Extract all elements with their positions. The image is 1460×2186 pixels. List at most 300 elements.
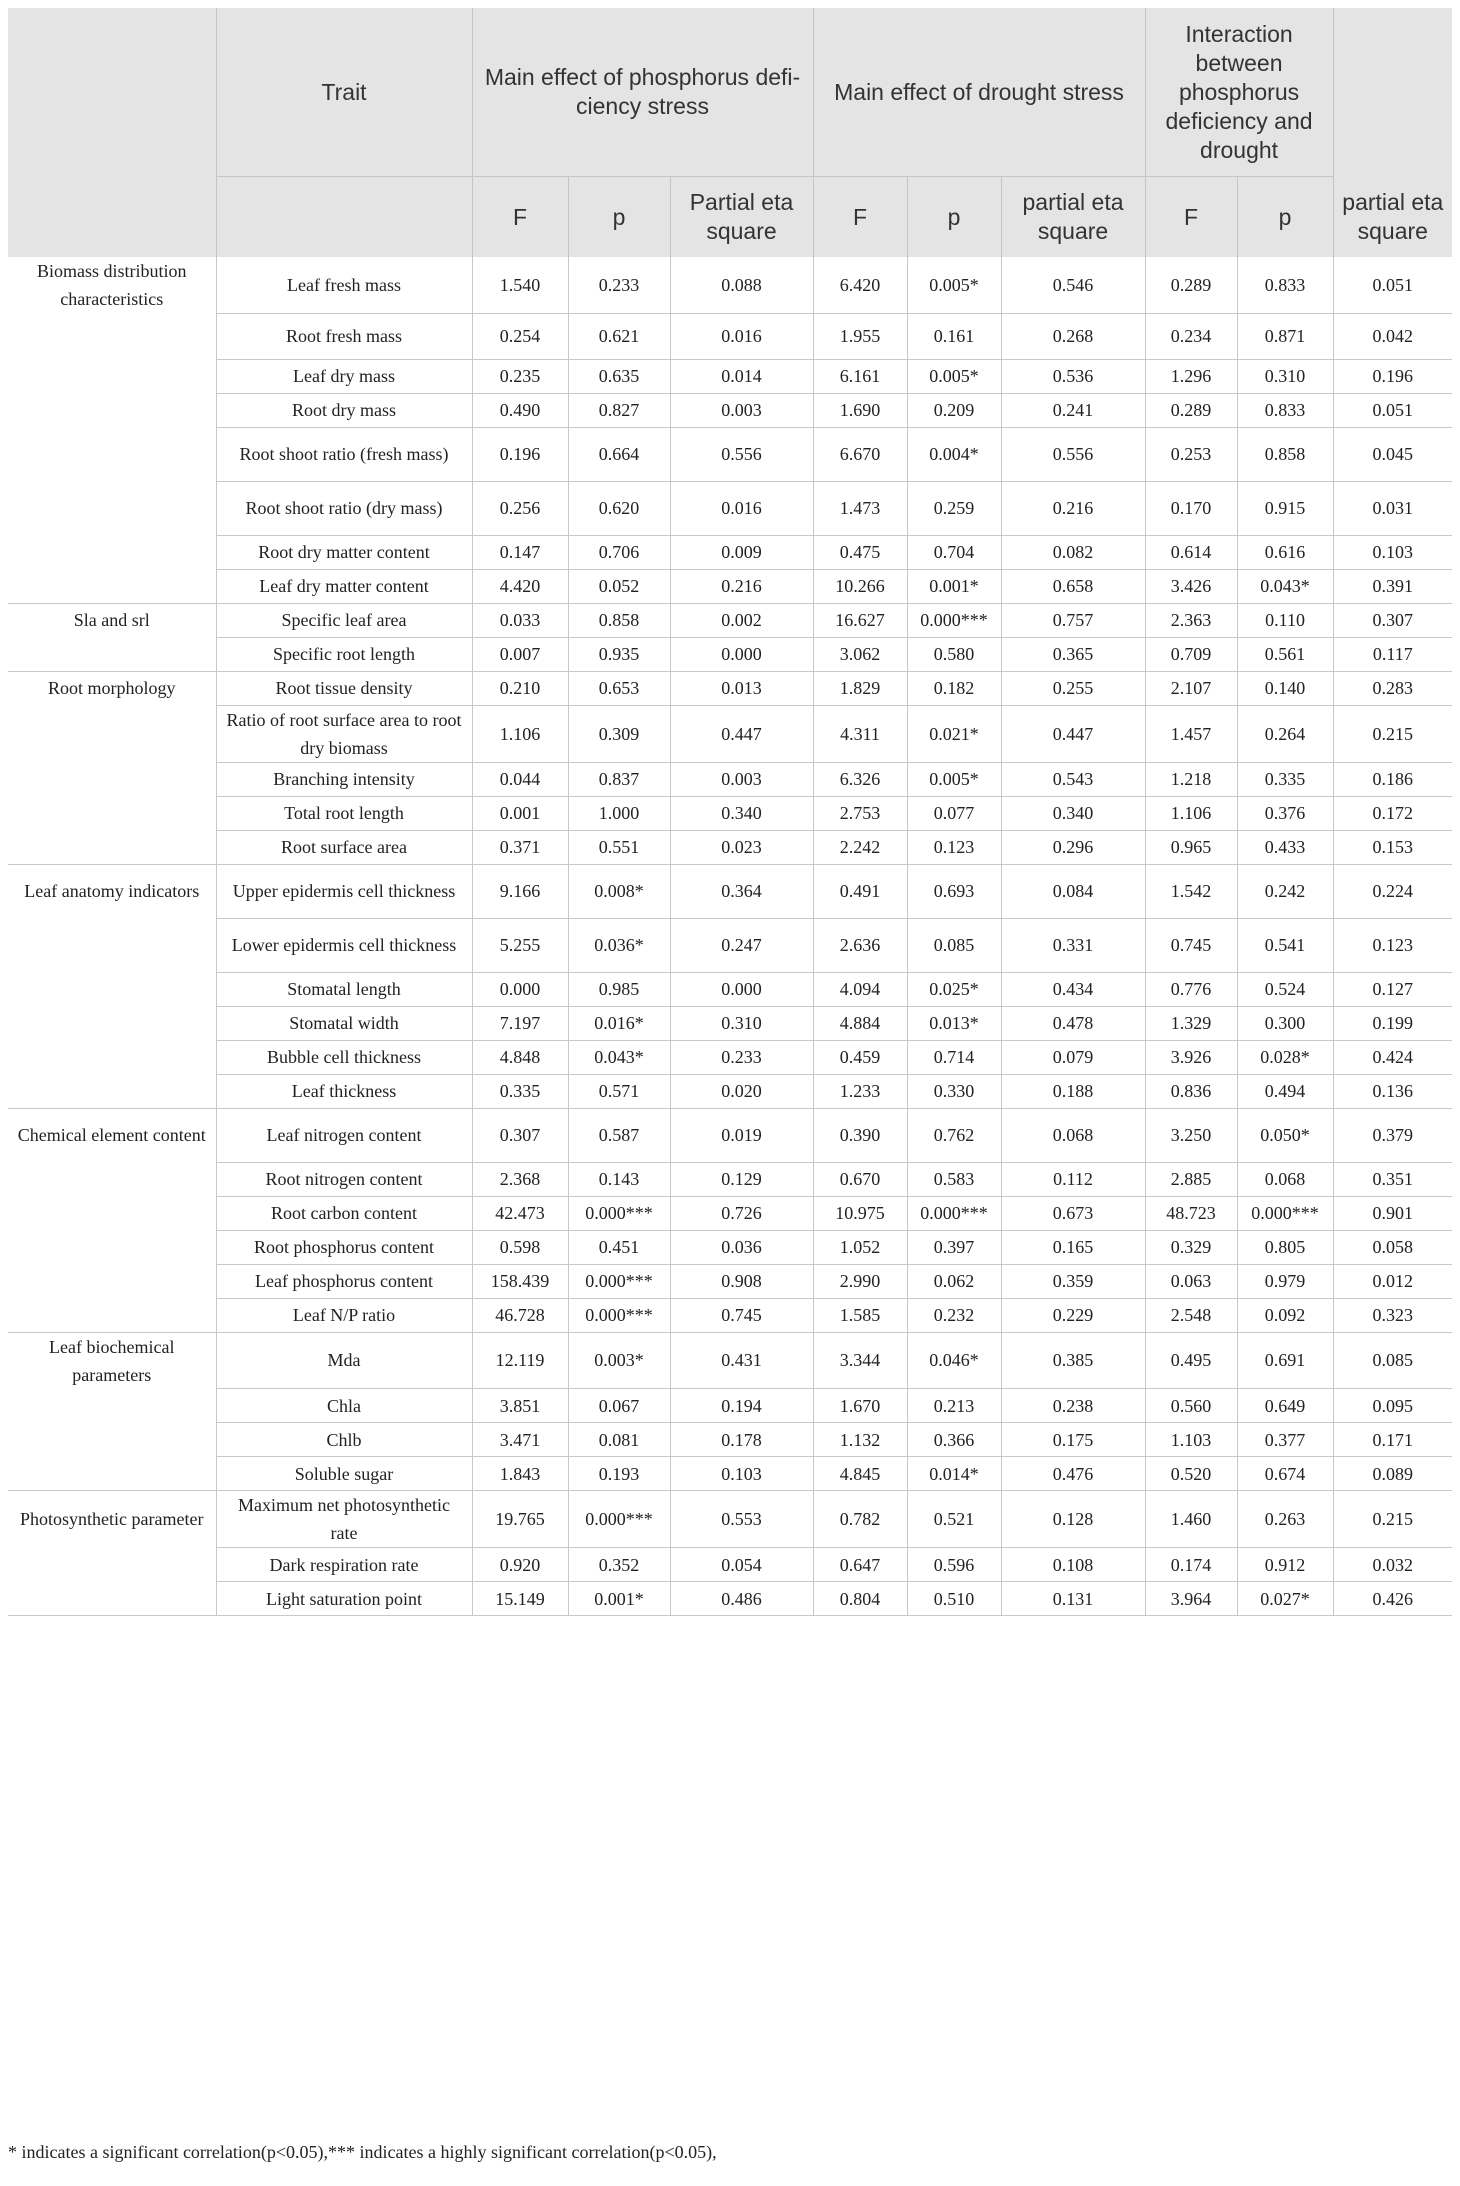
value-cell: 0.241 (1001, 393, 1145, 427)
group-cell (8, 481, 216, 535)
value-cell: 0.033 (472, 603, 568, 637)
value-cell: 0.486 (670, 1582, 813, 1616)
table-row (8, 637, 1452, 671)
value-cell: 0.331 (1001, 918, 1145, 972)
group-cell (8, 1264, 216, 1298)
value-cell: 0.182 (907, 671, 1001, 705)
value-cell: 0.067 (568, 1389, 670, 1423)
group-cell (8, 1389, 216, 1423)
group-cell: Biomass distribution characteristics (8, 257, 216, 313)
value-cell: 0.376 (1237, 796, 1333, 830)
value-cell: 0.051 (1333, 257, 1452, 313)
value-cell: 0.235 (472, 359, 568, 393)
value-cell: 0.196 (1333, 359, 1452, 393)
value-cell: 0.046* (907, 1332, 1001, 1389)
value-cell: 0.309 (568, 705, 670, 762)
trait-cell: Upper epidermis cell thickness (216, 864, 472, 918)
trait-cell: Dark respiration rate (216, 1548, 472, 1582)
value-cell: 0.804 (813, 1582, 907, 1616)
value-cell: 0.289 (1145, 257, 1237, 313)
value-cell: 0.001* (568, 1582, 670, 1616)
trait-cell: Lower epidermis cell thickness (216, 918, 472, 972)
value-cell: 0.335 (1237, 762, 1333, 796)
value-cell: 0.833 (1237, 393, 1333, 427)
value-cell: 0.283 (1333, 671, 1452, 705)
value-cell: 6.420 (813, 257, 907, 313)
value-cell: 0.007 (472, 637, 568, 671)
value-cell: 0.032 (1333, 1548, 1452, 1582)
value-cell: 0.088 (670, 257, 813, 313)
value-cell: 0.431 (670, 1332, 813, 1389)
value-cell: 0.233 (670, 1040, 813, 1074)
table-row (8, 1491, 1452, 1548)
value-cell: 0.762 (907, 1108, 1001, 1162)
group-cell (8, 972, 216, 1006)
value-cell: 0.229 (1001, 1298, 1145, 1332)
header-interaction: Interaction between phosphorus deficiency and drought (1145, 8, 1333, 177)
value-cell: 2.885 (1145, 1162, 1237, 1196)
value-cell: 0.216 (1001, 481, 1145, 535)
value-cell: 0.092 (1237, 1298, 1333, 1332)
value-cell: 0.005* (907, 257, 1001, 313)
value-cell: 0.004* (907, 427, 1001, 481)
footnote: * indicates a significant correlation(p<0.05),*** indicates a highly significant correlation(p<0.05), (8, 2142, 717, 2162)
value-cell: 0.000*** (907, 603, 1001, 637)
value-cell: 0.965 (1145, 830, 1237, 864)
value-cell: 0.985 (568, 972, 670, 1006)
value-cell: 0.837 (568, 762, 670, 796)
value-cell: 0.556 (670, 427, 813, 481)
value-cell: 0.596 (907, 1548, 1001, 1582)
value-cell: 1.329 (1145, 1006, 1237, 1040)
value-cell: 0.247 (670, 918, 813, 972)
value-cell: 0.129 (670, 1162, 813, 1196)
subheader-d-f: F (813, 177, 907, 258)
header-main-effect-phosphorus: Main effect of phosphorus defi-ciency stress (472, 8, 813, 177)
value-cell: 0.560 (1145, 1389, 1237, 1423)
value-cell: 1.955 (813, 313, 907, 359)
trait-cell: Specific root length (216, 637, 472, 671)
value-cell: 0.008* (568, 864, 670, 918)
value-cell: 0.003 (670, 393, 813, 427)
table-row (8, 1230, 1452, 1264)
group-cell (8, 1074, 216, 1108)
table-row (8, 393, 1452, 427)
value-cell: 12.119 (472, 1332, 568, 1389)
value-cell: 0.085 (907, 918, 1001, 972)
value-cell: 3.426 (1145, 569, 1237, 603)
value-cell: 0.165 (1001, 1230, 1145, 1264)
subheader-d-eta: partial eta square (1001, 177, 1145, 258)
value-cell: 0.043* (1237, 569, 1333, 603)
value-cell: 0.014* (907, 1457, 1001, 1491)
value-cell: 1.670 (813, 1389, 907, 1423)
value-cell: 0.054 (670, 1548, 813, 1582)
value-cell: 0.289 (1145, 393, 1237, 427)
value-cell: 0.000*** (568, 1196, 670, 1230)
value-cell: 0.858 (568, 603, 670, 637)
value-cell: 0.871 (1237, 313, 1333, 359)
value-cell: 0.616 (1237, 535, 1333, 569)
value-cell: 0.782 (813, 1491, 907, 1548)
value-cell: 0.242 (1237, 864, 1333, 918)
value-cell: 2.107 (1145, 671, 1237, 705)
trait-cell: Root tissue density (216, 671, 472, 705)
value-cell: 48.723 (1145, 1196, 1237, 1230)
table-row (8, 1264, 1452, 1298)
value-cell: 0.827 (568, 393, 670, 427)
value-cell: 0.691 (1237, 1332, 1333, 1389)
value-cell: 1.540 (472, 257, 568, 313)
value-cell: 0.001 (472, 796, 568, 830)
value-cell: 0.213 (907, 1389, 1001, 1423)
value-cell: 0.524 (1237, 972, 1333, 1006)
value-cell: 4.848 (472, 1040, 568, 1074)
value-cell: 6.326 (813, 762, 907, 796)
value-cell: 0.085 (1333, 1332, 1452, 1389)
value-cell: 0.082 (1001, 535, 1145, 569)
header-main-effect-drought: Main effect of drought stress (813, 8, 1145, 177)
value-cell: 0.174 (1145, 1548, 1237, 1582)
value-cell: 0.366 (907, 1423, 1001, 1457)
value-cell: 0.234 (1145, 313, 1237, 359)
value-cell: 0.256 (472, 481, 568, 535)
value-cell: 0.043* (568, 1040, 670, 1074)
group-cell: Root morphology (8, 671, 216, 705)
group-cell (8, 1006, 216, 1040)
value-cell: 0.598 (472, 1230, 568, 1264)
trait-cell: Soluble sugar (216, 1457, 472, 1491)
value-cell: 9.166 (472, 864, 568, 918)
value-cell: 0.233 (568, 257, 670, 313)
value-cell: 0.161 (907, 313, 1001, 359)
value-cell: 0.757 (1001, 603, 1145, 637)
value-cell: 4.420 (472, 569, 568, 603)
group-cell (8, 1230, 216, 1264)
value-cell: 0.013 (670, 671, 813, 705)
value-cell: 15.149 (472, 1582, 568, 1616)
group-cell (8, 359, 216, 393)
value-cell: 0.044 (472, 762, 568, 796)
value-cell: 0.123 (1333, 918, 1452, 972)
value-cell: 0.521 (907, 1491, 1001, 1548)
value-cell: 1.218 (1145, 762, 1237, 796)
value-cell: 46.728 (472, 1298, 568, 1332)
value-cell: 2.548 (1145, 1298, 1237, 1332)
table-row (8, 972, 1452, 1006)
group-cell (8, 762, 216, 796)
value-cell: 0.000*** (568, 1264, 670, 1298)
value-cell: 0.310 (1237, 359, 1333, 393)
value-cell: 0.215 (1333, 1491, 1452, 1548)
value-cell: 0.172 (1333, 796, 1452, 830)
value-cell: 0.000*** (907, 1196, 1001, 1230)
value-cell: 0.079 (1001, 1040, 1145, 1074)
value-cell: 0.005* (907, 359, 1001, 393)
trait-cell: Leaf phosphorus content (216, 1264, 472, 1298)
value-cell: 0.051 (1333, 393, 1452, 427)
value-cell: 0.307 (472, 1108, 568, 1162)
group-cell (8, 705, 216, 762)
table-row (8, 1332, 1452, 1389)
value-cell: 0.397 (907, 1230, 1001, 1264)
value-cell: 0.009 (670, 535, 813, 569)
value-cell: 0.253 (1145, 427, 1237, 481)
value-cell: 0.447 (1001, 705, 1145, 762)
table-row (8, 830, 1452, 864)
value-cell: 0.084 (1001, 864, 1145, 918)
value-cell: 0.193 (568, 1457, 670, 1491)
value-cell: 0.000 (670, 972, 813, 1006)
trait-cell: Root dry matter content (216, 535, 472, 569)
value-cell: 0.340 (670, 796, 813, 830)
value-cell: 0.912 (1237, 1548, 1333, 1582)
value-cell: 0.062 (907, 1264, 1001, 1298)
group-cell (8, 1196, 216, 1230)
value-cell: 0.352 (568, 1548, 670, 1582)
trait-cell: Leaf N/P ratio (216, 1298, 472, 1332)
value-cell: 0.016* (568, 1006, 670, 1040)
value-cell: 2.242 (813, 830, 907, 864)
subheader-corner (8, 177, 216, 258)
value-cell: 0.012 (1333, 1264, 1452, 1298)
value-cell: 0.580 (907, 637, 1001, 671)
value-cell: 0.143 (568, 1162, 670, 1196)
value-cell: 0.000*** (1237, 1196, 1333, 1230)
value-cell: 0.112 (1001, 1162, 1145, 1196)
value-cell: 42.473 (472, 1196, 568, 1230)
group-cell (8, 569, 216, 603)
group-cell (8, 1298, 216, 1332)
value-cell: 3.250 (1145, 1108, 1237, 1162)
value-cell: 0.110 (1237, 603, 1333, 637)
value-cell: 0.077 (907, 796, 1001, 830)
value-cell: 0.036 (670, 1230, 813, 1264)
trait-cell: Light saturation point (216, 1582, 472, 1616)
value-cell: 0.833 (1237, 257, 1333, 313)
value-cell: 0.561 (1237, 637, 1333, 671)
value-cell: 0.095 (1333, 1389, 1452, 1423)
group-cell (8, 1582, 216, 1616)
value-cell: 0.546 (1001, 257, 1145, 313)
value-cell: 0.000 (472, 972, 568, 1006)
value-cell: 0.390 (813, 1108, 907, 1162)
trait-cell: Stomatal width (216, 1006, 472, 1040)
value-cell: 0.385 (1001, 1332, 1145, 1389)
value-cell: 0.081 (568, 1423, 670, 1457)
value-cell: 3.344 (813, 1332, 907, 1389)
value-cell: 6.161 (813, 359, 907, 393)
trait-cell: Root phosphorus content (216, 1230, 472, 1264)
value-cell: 0.494 (1237, 1074, 1333, 1108)
value-cell: 0.005* (907, 762, 1001, 796)
group-cell: Leaf anatomy indicators (8, 864, 216, 918)
value-cell: 0.215 (1333, 705, 1452, 762)
table-row (8, 535, 1452, 569)
table-row (8, 864, 1452, 918)
value-cell: 4.845 (813, 1457, 907, 1491)
table-row (8, 603, 1452, 637)
value-cell: 0.140 (1237, 671, 1333, 705)
value-cell: 0.359 (1001, 1264, 1145, 1298)
value-cell: 3.062 (813, 637, 907, 671)
value-cell: 0.340 (1001, 796, 1145, 830)
trait-cell: Root shoot ratio (dry mass) (216, 481, 472, 535)
value-cell: 0.238 (1001, 1389, 1145, 1423)
value-cell: 0.255 (1001, 671, 1145, 705)
trait-cell: Root nitrogen content (216, 1162, 472, 1196)
value-cell: 0.188 (1001, 1074, 1145, 1108)
value-cell: 0.551 (568, 830, 670, 864)
trait-cell: Bubble cell thickness (216, 1040, 472, 1074)
group-cell (8, 393, 216, 427)
value-cell: 0.023 (670, 830, 813, 864)
value-cell: 0.000*** (568, 1298, 670, 1332)
table-row (8, 1006, 1452, 1040)
value-cell: 0.979 (1237, 1264, 1333, 1298)
trait-cell: Root carbon content (216, 1196, 472, 1230)
value-cell: 4.311 (813, 705, 907, 762)
value-cell: 0.268 (1001, 313, 1145, 359)
group-cell (8, 535, 216, 569)
value-cell: 0.371 (472, 830, 568, 864)
trait-cell: Ratio of root surface area to root dry biomass (216, 705, 472, 762)
value-cell: 0.459 (813, 1040, 907, 1074)
value-cell: 0.209 (907, 393, 1001, 427)
group-cell (8, 427, 216, 481)
value-cell: 0.045 (1333, 427, 1452, 481)
value-cell: 1.843 (472, 1457, 568, 1491)
trait-cell: Root dry mass (216, 393, 472, 427)
value-cell: 0.476 (1001, 1457, 1145, 1491)
value-cell: 1.000 (568, 796, 670, 830)
table-row (8, 1108, 1452, 1162)
value-cell: 0.259 (907, 481, 1001, 535)
value-cell: 0.614 (1145, 535, 1237, 569)
value-cell: 1.457 (1145, 705, 1237, 762)
value-cell: 0.653 (568, 671, 670, 705)
group-cell: Chemical element content (8, 1108, 216, 1162)
header-trait: Trait (216, 8, 472, 177)
value-cell: 0.036* (568, 918, 670, 972)
table-row (8, 569, 1452, 603)
value-cell: 0.254 (472, 313, 568, 359)
group-cell (8, 796, 216, 830)
value-cell: 0.117 (1333, 637, 1452, 671)
value-cell: 0.706 (568, 535, 670, 569)
table-row (8, 671, 1452, 705)
value-cell: 0.264 (1237, 705, 1333, 762)
value-cell: 6.670 (813, 427, 907, 481)
value-cell: 3.964 (1145, 1582, 1237, 1616)
value-cell: 0.520 (1145, 1457, 1237, 1491)
value-cell: 0.658 (1001, 569, 1145, 603)
value-cell: 0.020 (670, 1074, 813, 1108)
value-cell: 0.536 (1001, 359, 1145, 393)
value-cell: 1.103 (1145, 1423, 1237, 1457)
trait-cell: Leaf dry matter content (216, 569, 472, 603)
value-cell: 0.330 (907, 1074, 1001, 1108)
value-cell: 0.709 (1145, 637, 1237, 671)
group-cell (8, 313, 216, 359)
value-cell: 1.460 (1145, 1491, 1237, 1548)
value-cell: 0.068 (1237, 1162, 1333, 1196)
trait-cell: Leaf thickness (216, 1074, 472, 1108)
trait-cell: Maximum net photosynthetic rate (216, 1491, 472, 1548)
value-cell: 2.363 (1145, 603, 1237, 637)
value-cell: 0.013* (907, 1006, 1001, 1040)
table-row (8, 1457, 1452, 1491)
value-cell: 0.224 (1333, 864, 1452, 918)
table-row (8, 313, 1452, 359)
table-row (8, 427, 1452, 481)
value-cell: 1.233 (813, 1074, 907, 1108)
value-cell: 0.776 (1145, 972, 1237, 1006)
value-cell: 0.379 (1333, 1108, 1452, 1162)
value-cell: 0.310 (670, 1006, 813, 1040)
value-cell: 2.753 (813, 796, 907, 830)
value-cell: 0.016 (670, 481, 813, 535)
trait-cell: Branching intensity (216, 762, 472, 796)
subheader-i-f: F (1145, 177, 1237, 258)
value-cell: 0.556 (1001, 427, 1145, 481)
value-cell: 0.002 (670, 603, 813, 637)
value-cell: 0.003 (670, 762, 813, 796)
value-cell: 0.027* (1237, 1582, 1333, 1616)
value-cell: 0.128 (1001, 1491, 1145, 1548)
value-cell: 0.016 (670, 313, 813, 359)
value-cell: 0.186 (1333, 762, 1452, 796)
table-row (8, 1423, 1452, 1457)
value-cell: 0.647 (813, 1548, 907, 1582)
table-row (8, 1389, 1452, 1423)
table-row (8, 1040, 1452, 1074)
value-cell: 0.210 (472, 671, 568, 705)
value-cell: 0.583 (907, 1162, 1001, 1196)
table-row (8, 359, 1452, 393)
value-cell: 0.103 (1333, 535, 1452, 569)
value-cell: 0.000*** (568, 1491, 670, 1548)
value-cell: 0.058 (1333, 1230, 1452, 1264)
trait-cell: Leaf nitrogen content (216, 1108, 472, 1162)
value-cell: 19.765 (472, 1491, 568, 1548)
value-cell: 0.103 (670, 1457, 813, 1491)
value-cell: 0.673 (1001, 1196, 1145, 1230)
value-cell: 0.541 (1237, 918, 1333, 972)
table-row (8, 762, 1452, 796)
value-cell: 10.266 (813, 569, 907, 603)
table-row (8, 1196, 1452, 1230)
trait-cell: Specific leaf area (216, 603, 472, 637)
value-cell: 0.232 (907, 1298, 1001, 1332)
value-cell: 0.447 (670, 705, 813, 762)
value-cell: 0.935 (568, 637, 670, 671)
value-cell: 0.194 (670, 1389, 813, 1423)
value-cell: 0.664 (568, 427, 670, 481)
value-cell: 0.025* (907, 972, 1001, 1006)
value-cell: 0.478 (1001, 1006, 1145, 1040)
value-cell: 0.491 (813, 864, 907, 918)
value-cell: 0.901 (1333, 1196, 1452, 1230)
group-cell (8, 830, 216, 864)
value-cell: 0.050* (1237, 1108, 1333, 1162)
value-cell: 0.365 (1001, 637, 1145, 671)
value-cell: 0.300 (1237, 1006, 1333, 1040)
value-cell: 0.170 (1145, 481, 1237, 535)
value-cell: 2.990 (813, 1264, 907, 1298)
subheader-d-p: p (907, 177, 1001, 258)
table-row (8, 1582, 1452, 1616)
